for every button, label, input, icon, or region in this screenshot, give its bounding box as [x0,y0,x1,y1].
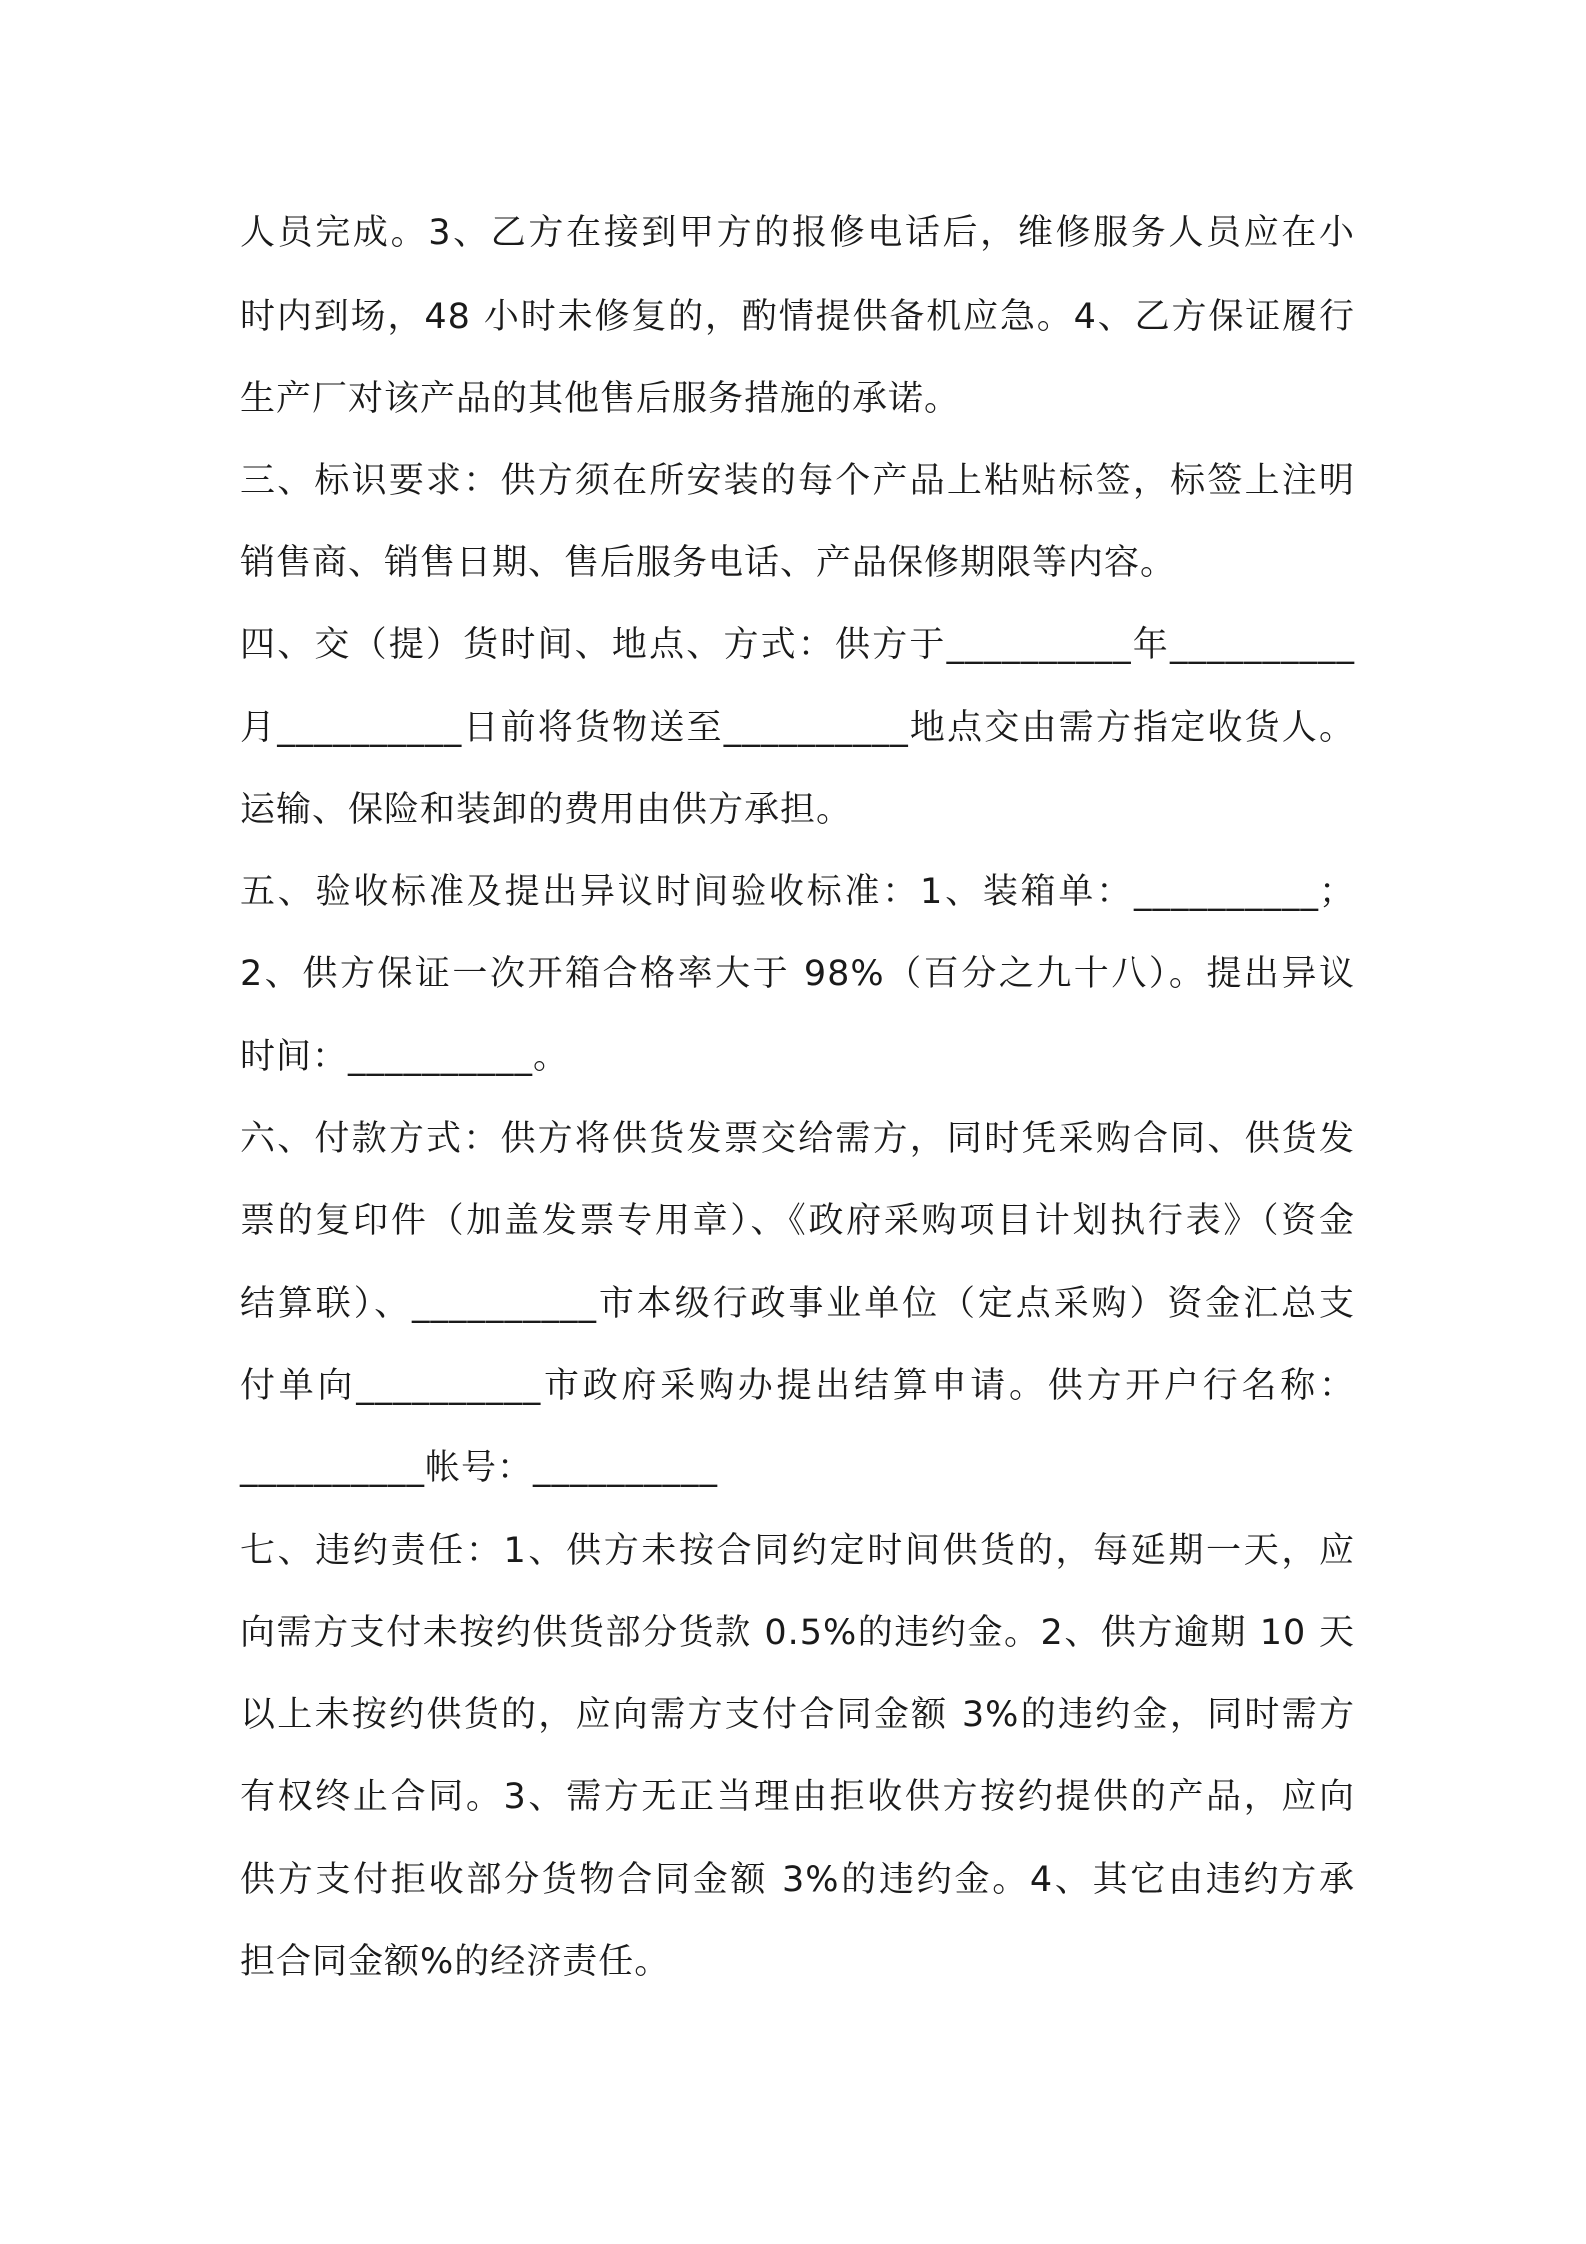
text-line: 有权终止合同。3、需方无正当理由拒收供方按约提供的产品，应向 [240,1777,1355,1817]
document-page [240,0,1360,2244]
text-line: 生产厂对该产品的其他售后服务措施的承诺。 [240,379,961,419]
text-line: 结算联）、__________市本级行政事业单位（定点采购）资金汇总支 [240,1284,1355,1324]
text-line: __________帐号：__________ [240,1448,719,1488]
text-line: 2、供方保证一次开箱合格率大于 98%（百分之九十八）。提出异议 [240,954,1355,994]
text-line: 票的复印件（加盖发票专用章）、《政府采购项目计划执行表》（资金 [240,1201,1355,1241]
text-line: 五、验收标准及提出异议时间验收标准：1、装箱单：__________； [240,872,1355,912]
text-line: 三、标识要求：供方须在所安装的每个产品上粘贴标签，标签上注明 [240,461,1355,501]
text-line: 七、违约责任：1、供方未按合同约定时间供货的，每延期一天，应 [240,1531,1355,1571]
text-line: 人员完成。3、乙方在接到甲方的报修电话后，维修服务人员应在小 [240,213,1355,253]
text-line: 以上未按约供货的，应向需方支付合同金额 3%的违约金，同时需方 [240,1695,1355,1735]
text-line: 向需方支付未按约供货部分货款 0.5%的违约金。2、供方逾期 10 天 [240,1613,1355,1653]
text-line: 时间：__________。 [240,1037,570,1077]
text-line: 销售商、销售日期、售后服务电话、产品保修期限等内容。 [240,543,1177,583]
text-line: 付单向__________市政府采购办提出结算申请。供方开户行名称： [240,1366,1355,1406]
text-line: 时内到场，48 小时未修复的，酌情提供备机应急。4、乙方保证履行 [240,297,1355,337]
text-line: 供方支付拒收部分货物合同金额 3%的违约金。4、其它由违约方承 [240,1860,1355,1900]
text-line: 担合同金额%的经济责任。 [240,1942,671,1982]
text-line: 四、交（提）货时间、地点、方式：供方于__________年__________ [240,625,1355,665]
text-line: 运输、保险和装卸的费用由供方承担。 [240,790,853,830]
text-line: 六、付款方式：供方将供货发票交给需方，同时凭采购合同、供货发 [240,1119,1355,1159]
text-line: 月__________日前将货物送至__________地点交由需方指定收货人。 [240,708,1355,748]
